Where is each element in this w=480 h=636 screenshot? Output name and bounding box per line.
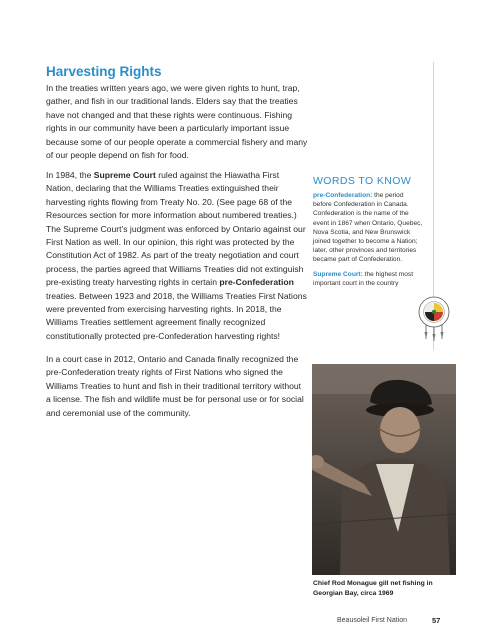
paragraph-2-text-3: treaties. Between 1923 and 2018, the Williams Treaties First Nations were prevented from exercising harvesting rights. In 2018, the Williams Treaties settlement agreement finally recognized constitutionally protected pre-Confederation harvesting rights!	[46, 290, 307, 341]
fisherman-photo-image	[312, 364, 456, 575]
paragraph-3: In a court case in 2012, Ontario and Canada finally recognized the pre-Confederation treaty rights of First Nations who signed the Williams Treaties to hunt and fish in their traditional territory without a license. The fish and wildlife must be for personal use or for social and ceremonial use of the community.	[46, 354, 304, 418]
paragraph-1: In the treaties written years ago, we were given rights to hunt, trap, gather, and fish in our traditional lands. Elders say that the treaties have not changed and that these rights were continuous. Fishing rights in our community have been a particularly important issue because some of our people operate a commercial fishery and many of our people depend on fish for food.	[46, 83, 308, 161]
definition-pre-confederation	[313, 191, 423, 265]
definition-term: Supreme Court:	[313, 270, 363, 278]
page-number: 57	[432, 616, 441, 625]
words-to-know-box	[313, 175, 423, 293]
definition-text: the highest most important court in the country	[313, 270, 414, 287]
paragraph-2-text-2: ruled against the Hiawatha First Nation, declaring that the Williams Treaties extinguished their harvesting rights flowing from Treaty No. 20. (See page 68 of the Resources section for more information about numbered treaties.) The Supreme Court’s judgment was enforced by Ontario against our First Nation as well. In our opinion, this right was protected by the Constitution Act of 1982. As part of the treaty negotiation and court process, the parties agreed that Williams Treaties did not extinguish pre-existing treaty harvesting rights in certain	[46, 170, 306, 288]
definition-text: the period before Confederation in Canada. Confederation is the name of the event in 1867 when Ontario, Quebec, Nova Scotia, and New Brunswick joined together to become a Nation; later, other provinces and territories became part of Confederation.	[313, 192, 423, 264]
medicine-wheel-emblem-icon	[414, 292, 454, 342]
paragraph-2-text-1: In 1984, the	[46, 170, 94, 180]
supreme-court-term: Supreme Court	[93, 170, 156, 180]
paragraph-2	[46, 169, 308, 343]
definition-term: pre-Confederation:	[313, 192, 373, 199]
words-to-know-title: WORDS TO KNOW	[313, 175, 412, 187]
historical-photo	[312, 364, 456, 575]
section-heading: Harvesting Rights	[46, 64, 162, 79]
footer-publisher: Beausoleil First Nation	[337, 617, 408, 624]
definition-supreme-court	[313, 270, 423, 288]
photo-caption: Chief Rod Monague gill net fishing in Georgian Bay, circa 1969	[313, 580, 433, 597]
pre-confederation-term: pre-Confederation	[219, 277, 294, 288]
